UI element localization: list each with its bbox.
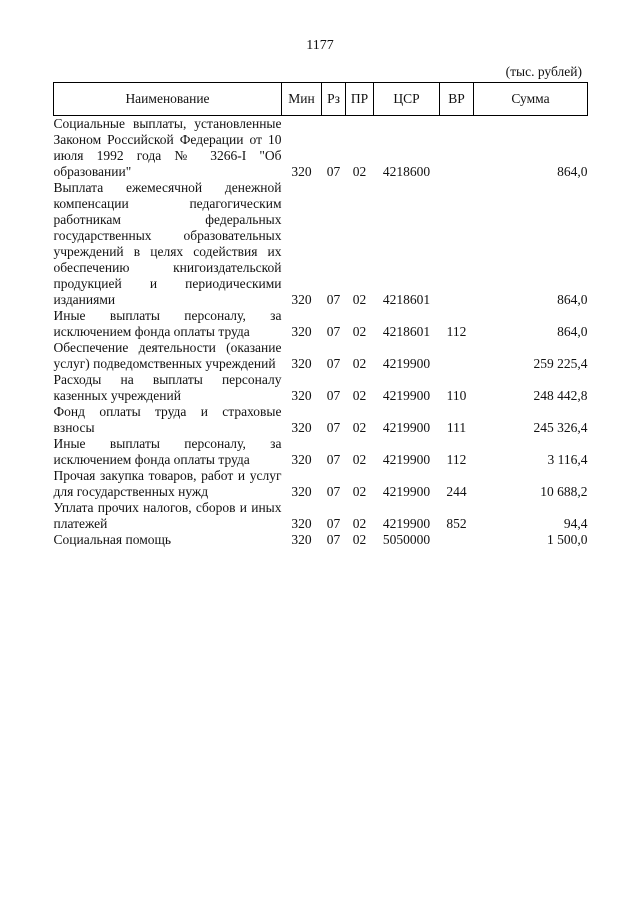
row-name: Выплата ежемесячной денежной компенсации педагогическим работникам федеральных государственных образовательных учреждений в целях содействия их обеспечению книгоиздательской продукцией и периодическими изданиями [53, 180, 282, 307]
row-csr: 4219900 [382, 356, 431, 371]
row-pr: 02 [352, 452, 367, 467]
row-min: 320 [291, 452, 312, 467]
row-pr: 02 [352, 324, 367, 339]
table-row [54, 340, 588, 372]
row-sum: 10 688,2 [540, 484, 588, 499]
row-rz: 07 [326, 356, 341, 371]
row-min: 320 [291, 484, 312, 499]
header-csr: ЦСР [374, 83, 440, 116]
row-vr [440, 340, 474, 372]
row-csr: 4218601 [382, 324, 431, 339]
row-rz: 07 [326, 388, 341, 403]
row-csr: 4219900 [382, 516, 431, 531]
row-min: 320 [291, 356, 312, 371]
row-min: 320 [291, 516, 312, 531]
row-rz: 07 [326, 164, 341, 179]
header-name: Наименование [54, 83, 282, 116]
units-note: (тыс. рублей) [505, 64, 582, 79]
row-min: 320 [291, 532, 312, 547]
header-sum: Сумма [474, 83, 588, 116]
table-row [54, 532, 588, 548]
row-pr: 02 [352, 532, 367, 547]
row-csr: 4219900 [382, 420, 431, 435]
row-csr: 4219900 [382, 452, 431, 467]
row-csr: 4219900 [382, 388, 431, 403]
row-sum: 259 225,4 [533, 356, 588, 371]
row-sum: 245 326,4 [533, 420, 588, 435]
row-rz: 07 [326, 516, 341, 531]
header-rz: Рз [322, 83, 346, 116]
row-min: 320 [291, 292, 312, 307]
header-vr: ВР [440, 83, 474, 116]
page-number: 1177 [306, 38, 334, 53]
row-vr [440, 116, 474, 181]
table-row [54, 436, 588, 468]
header-pr: ПР [346, 83, 374, 116]
row-sum: 864,0 [557, 164, 588, 179]
row-rz: 07 [326, 484, 341, 499]
row-sum: 248 442,8 [533, 388, 588, 403]
budget-table [53, 82, 588, 548]
row-csr: 4218600 [382, 164, 431, 179]
row-csr: 4218601 [382, 292, 431, 307]
table-row [54, 308, 588, 340]
row-sum: 864,0 [557, 292, 588, 307]
row-vr: 112 [446, 324, 467, 339]
header-min: Мин [282, 83, 322, 116]
row-name: Иные выплаты персоналу, за исключением фонда оплаты труда [53, 436, 282, 467]
row-name: Уплата прочих налогов, сборов и иных платежей [53, 500, 282, 531]
table-row [54, 500, 588, 532]
row-min: 320 [291, 164, 312, 179]
row-rz: 07 [326, 292, 341, 307]
row-pr: 02 [352, 516, 367, 531]
row-name: Иные выплаты персоналу, за исключением фонда оплаты труда [53, 308, 282, 339]
row-rz: 07 [326, 452, 341, 467]
row-vr: 111 [446, 420, 467, 435]
row-min: 320 [291, 324, 312, 339]
row-sum: 3 116,4 [547, 452, 588, 467]
row-name: Социальные выплаты, установленные Законом Российской Федерации от 10 июля 1992 года № 3266-I "Об образовании" [53, 116, 282, 179]
row-name: Социальная помощь [53, 532, 172, 547]
table-row [54, 404, 588, 436]
row-name: Расходы на выплаты персоналу казенных учреждений [53, 372, 282, 403]
row-csr: 4219900 [382, 484, 431, 499]
row-sum: 1 500,0 [547, 532, 588, 547]
row-pr: 02 [352, 164, 367, 179]
row-name: Прочая закупка товаров, работ и услуг для государственных нужд [53, 468, 282, 499]
row-vr: 112 [446, 452, 467, 467]
row-vr: 110 [446, 388, 467, 403]
row-name: Обеспечение деятельности (оказание услуг) подведомственных учреждений [53, 340, 282, 371]
row-vr [440, 532, 474, 548]
row-rz: 07 [326, 324, 341, 339]
row-min: 320 [291, 420, 312, 435]
row-pr: 02 [352, 420, 367, 435]
row-sum: 94,4 [563, 516, 588, 531]
table-row [54, 372, 588, 404]
row-name: Фонд оплаты труда и страховые взносы [53, 404, 282, 435]
row-pr: 02 [352, 292, 367, 307]
row-rz: 07 [326, 420, 341, 435]
row-min: 320 [291, 388, 312, 403]
row-pr: 02 [352, 484, 367, 499]
row-vr: 244 [446, 484, 467, 499]
table-row [54, 468, 588, 500]
row-vr [440, 180, 474, 308]
table-body [54, 116, 588, 549]
row-pr: 02 [352, 388, 367, 403]
table-header-row [54, 83, 588, 116]
row-vr: 852 [446, 516, 467, 531]
table-row [54, 180, 588, 308]
row-pr: 02 [352, 356, 367, 371]
row-sum: 864,0 [557, 324, 588, 339]
row-rz: 07 [326, 532, 341, 547]
table-row [54, 116, 588, 181]
row-csr: 5050000 [382, 532, 431, 547]
